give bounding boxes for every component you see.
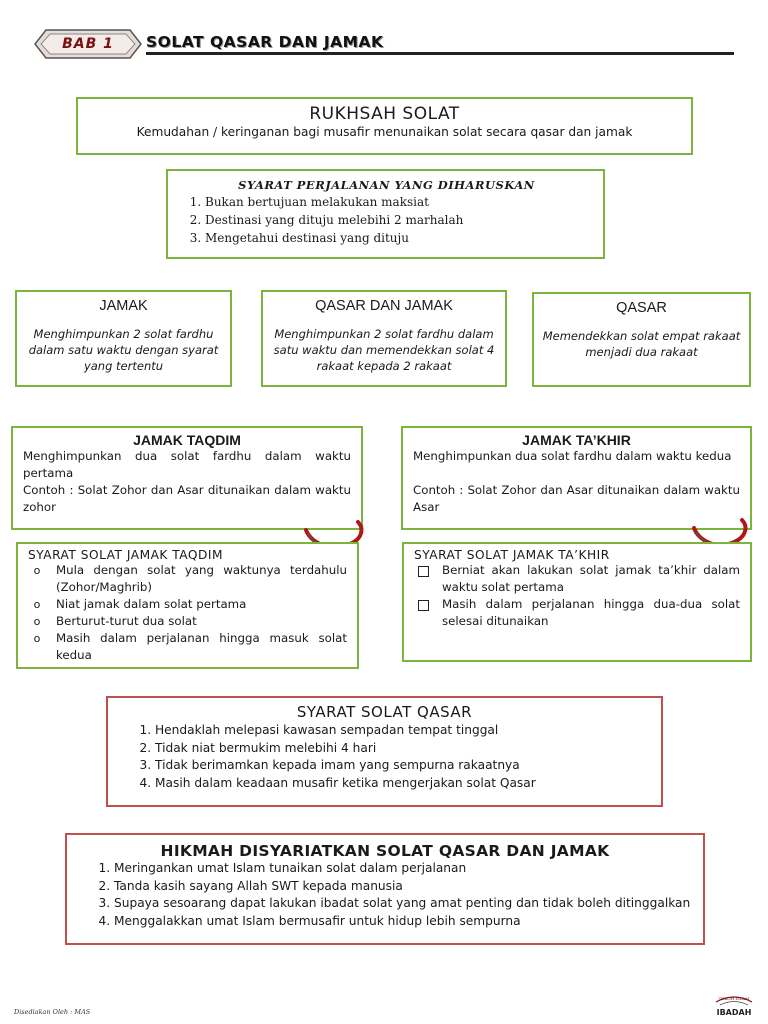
list-item-text: Mula dengan solat yang waktunya terdahulu (Zohor/Maghrib) bbox=[56, 563, 347, 594]
checkbox-bullet-icon bbox=[414, 596, 432, 616]
list-item bbox=[28, 596, 347, 613]
syarat-perjalanan-box bbox=[166, 169, 605, 259]
qasar-definition-box bbox=[532, 292, 751, 387]
syarat-jamak-taqdim-box bbox=[16, 542, 359, 669]
syarat-jamak-taqdim-list bbox=[28, 562, 347, 664]
list-item-text: Berturut-turut dua solat bbox=[56, 614, 197, 628]
syarat-jamak-takhir-title: SYARAT SOLAT JAMAK TA’KHIR bbox=[414, 548, 610, 562]
qasar-text: Memendekkan solat empat rakaat menjadi dua rakaat bbox=[542, 329, 741, 359]
list-item: 3. Tidak berimamkan kepada imam yang sempurna rakaatnya bbox=[155, 757, 651, 775]
list-item: 2. Tanda kasih sayang Allah SWT kepada manusia bbox=[114, 878, 693, 896]
syarat-jamak-takhir-list bbox=[414, 562, 740, 630]
list-item-text: Berniat akan lakukan solat jamak ta’khir dalam waktu solat pertama bbox=[442, 563, 740, 594]
chapter-badge: BAB 1 bbox=[62, 36, 114, 52]
qasar-dan-jamak-definition-box bbox=[261, 290, 507, 387]
list-item bbox=[28, 562, 347, 596]
list-item: 1. Meringankan umat Islam tunaikan solat dalam perjalanan bbox=[114, 860, 693, 878]
jamak-taqdim-box bbox=[11, 426, 363, 530]
header-divider bbox=[146, 52, 734, 55]
list-item bbox=[414, 596, 740, 630]
syarat-jamak-takhir-box bbox=[402, 542, 752, 662]
list-item bbox=[414, 562, 740, 596]
list-item: 2. Destinasi yang dituju melebihi 2 marhalah bbox=[205, 211, 595, 229]
jamak-takhir-example: Contoh : Solat Zohor dan Asar ditunaikan dalam waktu Asar bbox=[413, 483, 740, 514]
jamak-taqdim-example: Contoh : Solat Zohor dan Asar ditunaikan dalam waktu zohor bbox=[23, 483, 351, 514]
footer-logo-caption: TOKOH ISLAM bbox=[718, 996, 750, 1001]
qasar-title: QASAR bbox=[616, 300, 667, 316]
circle-bullet-icon: o bbox=[33, 598, 41, 611]
list-item-text: Masih dalam perjalanan hingga masuk solat kedua bbox=[56, 631, 347, 662]
footer-logo-text: IBADAH bbox=[716, 1008, 752, 1017]
list-item: 1. Hendaklah melepasi kawasan sempadan tempat tinggal bbox=[155, 722, 651, 740]
list-item: 2. Tidak niat bermukim melebihi 4 hari bbox=[155, 740, 651, 758]
jamak-takhir-title: JAMAK TA’KHIR bbox=[522, 432, 631, 448]
rukhsah-subtitle: Kemudahan / keringanan bagi musafir menunaikan solat secara qasar dan jamak bbox=[136, 125, 633, 139]
jamak-taqdim-definition: Menghimpunkan dua solat fardhu dalam waktu pertama bbox=[23, 449, 351, 480]
rukhsah-title: RUKHSAH SOLAT bbox=[309, 104, 460, 124]
hikmah-list bbox=[77, 860, 693, 930]
list-item-text: Masih dalam perjalanan hingga dua-dua solat selesai ditunaikan bbox=[442, 597, 740, 628]
jamak-takhir-definition: Menghimpunkan dua solat fardhu dalam waktu kedua bbox=[413, 449, 732, 463]
circle-bullet-icon: o bbox=[33, 632, 41, 645]
list-item: 1. Bukan bertujuan melakukan maksiat bbox=[205, 193, 595, 211]
circle-bullet-icon: o bbox=[33, 564, 41, 577]
syarat-jamak-taqdim-title: SYARAT SOLAT JAMAK TAQDIM bbox=[28, 548, 224, 562]
syarat-solat-qasar-title: SYARAT SOLAT QASAR bbox=[296, 703, 473, 721]
hikmah-box bbox=[65, 833, 705, 945]
list-item: 4. Menggalakkan umat Islam bermusafir untuk hidup lebih sempurna bbox=[114, 913, 693, 931]
hikmah-title: HIKMAH DISYARIATKAN SOLAT QASAR DAN JAMAK bbox=[160, 842, 610, 860]
list-item bbox=[28, 613, 347, 630]
list-item bbox=[28, 630, 347, 664]
list-item-text: Niat jamak dalam solat pertama bbox=[56, 597, 247, 611]
syarat-perjalanan-title: SYARAT PERJALANAN YANG DIHARUSKAN bbox=[238, 178, 535, 192]
jamak-text: Menghimpunkan 2 solat fardhu dalam satu waktu dengan syarat yang tertentu bbox=[28, 327, 219, 373]
list-item: 3. Supaya sesoarang dapat lakukan ibadat solat yang amat penting dan tidak boleh ditinggalkan bbox=[114, 895, 693, 913]
syarat-solat-qasar-list bbox=[118, 722, 651, 792]
syarat-solat-qasar-box bbox=[106, 696, 663, 807]
jamak-definition-box bbox=[15, 290, 232, 387]
qasar-dan-jamak-title: QASAR DAN JAMAK bbox=[315, 298, 453, 314]
rukhsah-solat-box bbox=[76, 97, 693, 155]
syarat-perjalanan-list bbox=[178, 193, 595, 247]
jamak-title: JAMAK bbox=[99, 298, 148, 314]
page-title: SOLAT QASAR DAN JAMAK bbox=[146, 33, 384, 51]
jamak-taqdim-title: JAMAK TAQDIM bbox=[133, 432, 241, 448]
list-item: 4. Masih dalam keadaan musafir ketika mengerjakan solat Qasar bbox=[155, 775, 651, 793]
circle-bullet-icon: o bbox=[33, 615, 41, 628]
qasar-dan-jamak-text: Menghimpunkan 2 solat fardhu dalam satu waktu dan memendekkan solat 4 rakaat kepada 2 rakaat bbox=[273, 327, 495, 373]
list-item: 3. Mengetahui destinasi yang dituju bbox=[205, 229, 595, 247]
footer-credit: Disediakan Oleh : MAS bbox=[14, 1008, 91, 1016]
checkbox-bullet-icon bbox=[414, 562, 432, 582]
